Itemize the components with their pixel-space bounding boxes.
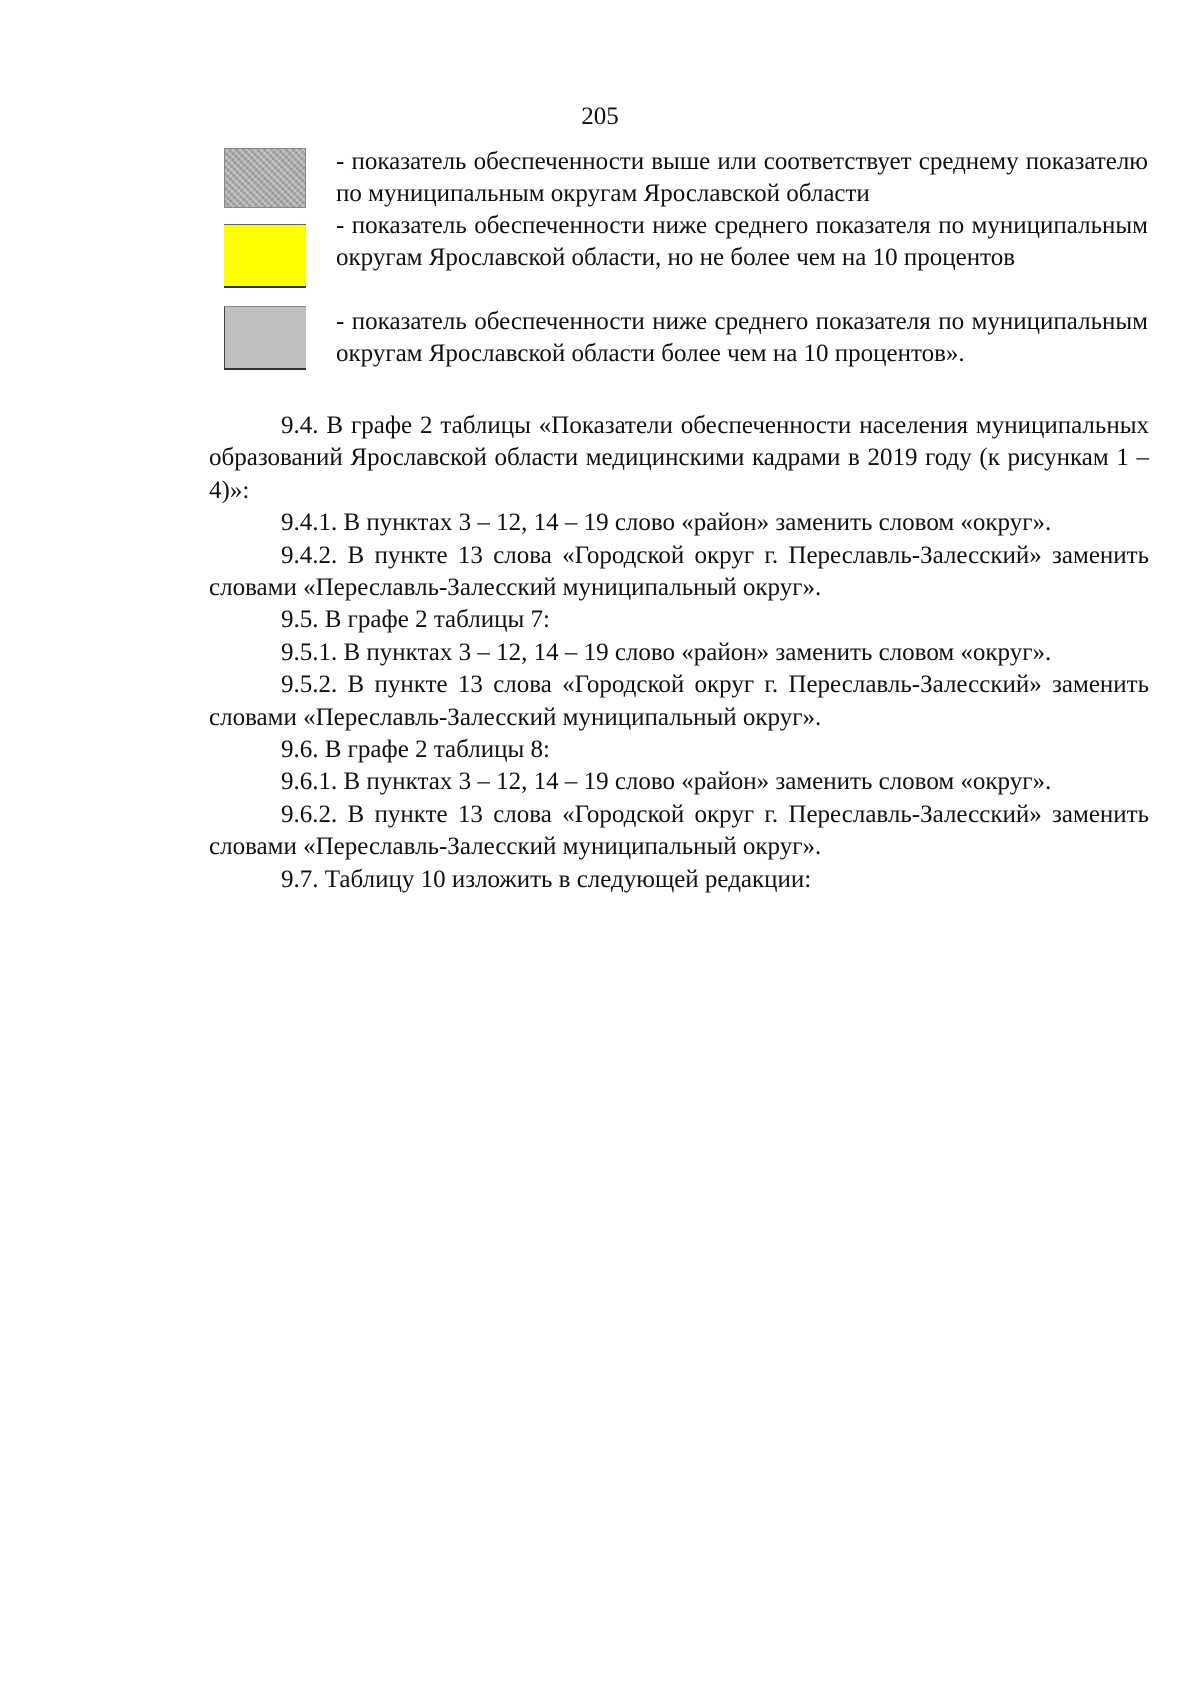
gray-swatch-icon (224, 306, 306, 370)
paragraph-9-7: 9.7. Таблицу 10 изложить в следующей редакции: (281, 865, 812, 893)
paragraph-9-4-1: 9.4.1. В пунктах 3 – 12, 14 – 19 слово «район» заменить словом «округ». (281, 509, 1052, 537)
paragraph-9-4-2: 9.4.2. В пункте 13 слова «Городской округ г. Переславль-Залесский» заменить словами «Переславль-Залесский муниципальный округ». (209, 541, 1149, 602)
document-body (209, 410, 1149, 896)
paragraph-9-5-1: 9.5.1. В пунктах 3 – 12, 14 – 19 слово «район» заменить словом «округ». (281, 638, 1052, 666)
paragraph-9-6-1: 9.6.1. В пунктах 3 – 12, 14 – 19 слово «район» заменить словом «округ». (281, 768, 1052, 796)
paragraph-9-4: 9.4. В графе 2 таблицы «Показатели обеспеченности населения муниципальных образований Ярославской области медицинскими кадрами в 2019 году (к рисункам 1 – 4)»: (209, 412, 1149, 504)
legend-text-below-10: - показатель обеспеченности ниже среднего показателя по муниципальным округам Ярославской области, но не более чем на 10 процентов (336, 212, 1148, 271)
legend-item-below-10 (224, 210, 1149, 306)
paragraph-9-5-2: 9.5.2. В пункте 13 слова «Городской округ г. Переславль-Залесский» заменить словами «Переславль-Залесский муниципальный округ». (209, 671, 1149, 731)
legend-text-above-average: - показатель обеспеченности выше или соответствует среднему показателю по муниципальным округам Ярославской области (336, 148, 1148, 207)
legend-text-below-more-10: - показатель обеспеченности ниже среднего показателя по муниципальным округам Ярославской области более чем на 10 процентов». (336, 308, 1148, 367)
legend-item-below-more-10 (224, 306, 1149, 402)
paragraph-9-5: 9.5. В графе 2 таблицы 7: (281, 606, 550, 634)
paragraph-9-6-2: 9.6.2. В пункте 13 слова «Городской округ г. Переславль-Залесский» заменить словами «Переславль-Залесский муниципальный округ». (209, 800, 1149, 861)
hatched-gray-swatch-icon (224, 148, 306, 208)
paragraph-9-6: 9.6. В графе 2 таблицы 8: (281, 736, 550, 764)
legend-item-above-average (224, 148, 1149, 208)
page-number: 205 (581, 103, 619, 130)
yellow-swatch-icon (224, 224, 306, 288)
